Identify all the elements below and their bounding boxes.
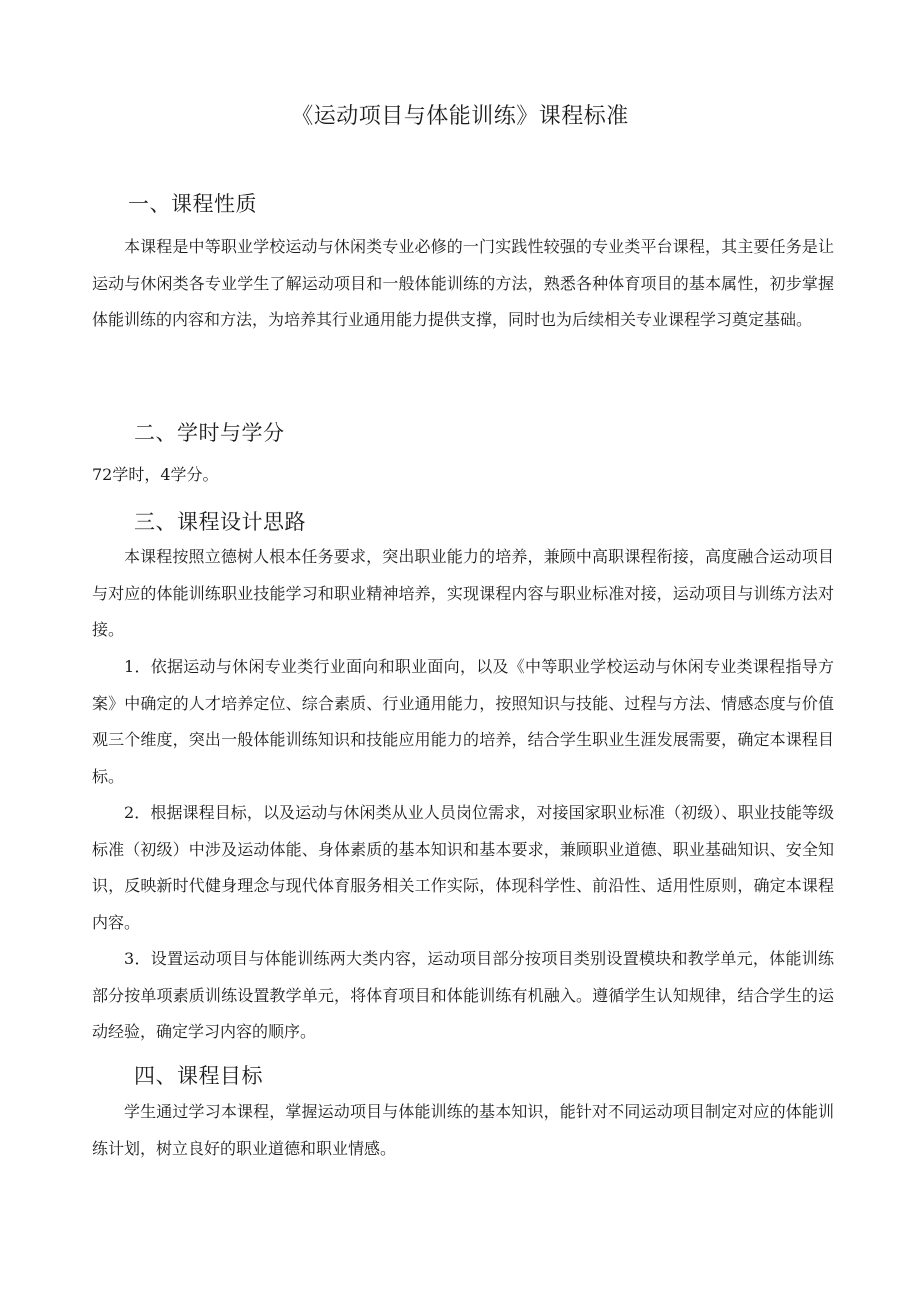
section-heading-course-objectives: 四、课程目标 bbox=[134, 1064, 263, 1088]
paragraph-design-idea-intro: 本课程按照立德树人根本任务要求，突出职业能力的培养，兼顾中高职课程衔接，高度融合运动项目与对应的体能训练职业技能学习和职业精神培养，实现课程内容与职业标准对接，运动项目与训练方法对接。 bbox=[92, 547, 834, 639]
paragraph-course-nature: 本课程是中等职业学校运动与休闲类专业必修的一门实践性较强的专业类平台课程，其主要任务是让运动与休闲类各专业学生了解运动项目和一般体能训练的方法，熟悉各种体育项目的基本属性，初步掌握体能训练的内容和方法，为培养其行业通用能力提供支撑，同时也为后续相关专业课程学习奠定基础。 bbox=[92, 237, 834, 329]
paragraph-design-idea-3: 3．设置运动项目与体能训练两大类内容，运动项目部分按项目类别设置模块和教学单元，体能训练部分按单项素质训练设置教学单元，将体育项目和体能训练有机融入。遵循学生认知规律，结合学生的运动经验，确定学习内容的顺序。 bbox=[92, 949, 834, 1041]
paragraph-course-objectives: 学生通过学习本课程，掌握运动项目与体能训练的基本知识，能针对不同运动项目制定对应的体能训练计划，树立良好的职业道德和职业情感。 bbox=[92, 1102, 834, 1158]
section-heading-hours-credits: 二、学时与学分 bbox=[134, 421, 285, 445]
paragraph-design-idea-1: 1．依据运动与休闲专业类行业面向和职业面向，以及《中等职业学校运动与休闲专业类课程指导方案》中确定的人才培养定位、综合素质、行业通用能力，按照知识与技能、过程与方法、情感态度与价值观三个维度，突出一般体能训练知识和技能应用能力的培养，结合学生职业生涯发展需要，确定本课程目标。 bbox=[92, 657, 834, 786]
paragraph-design-idea-2: 2．根据课程目标，以及运动与休闲类从业人员岗位需求，对接国家职业标准（初级）、职业技能等级标准（初级）中涉及运动体能、身体素质的基本知识和基本要求，兼顾职业道德、职业基础知识、安全知识，反映新时代健身理念与现代体育服务相关工作实际，体现科学性、前沿性、适用性原则，确定本课程内容。 bbox=[92, 803, 834, 932]
section-heading-course-nature: 一、课程性质 bbox=[128, 192, 257, 216]
paragraph-hours-credits: 72学时，4学分。 bbox=[92, 465, 219, 484]
section-heading-design-idea: 三、课程设计思路 bbox=[134, 510, 306, 534]
document-title: 《运动项目与体能训练》课程标准 bbox=[291, 104, 629, 129]
